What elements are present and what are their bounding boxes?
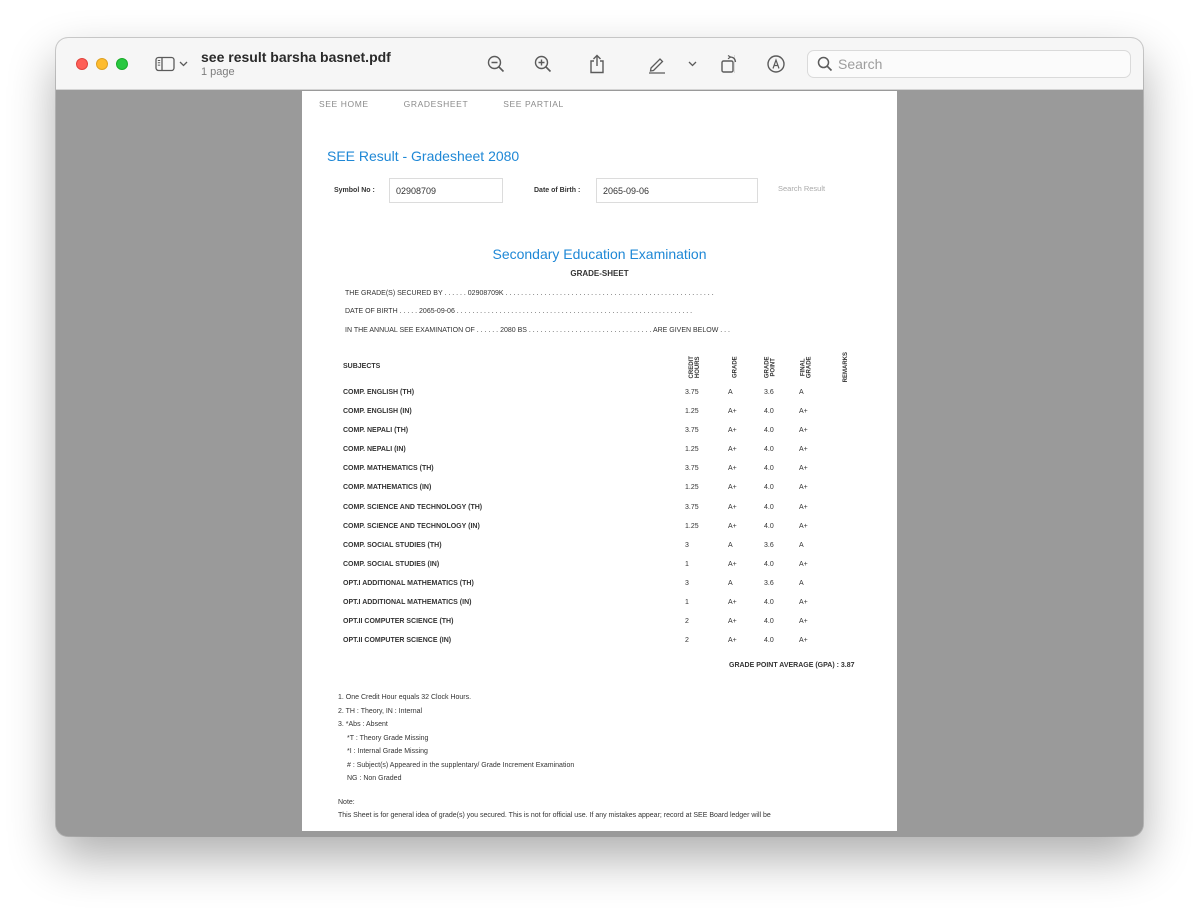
subject-cell: COMP. MATHEMATICS (IN) (343, 484, 432, 492)
zoom-out-icon[interactable] (485, 52, 507, 76)
document-viewport[interactable] (56, 91, 1143, 836)
search-input[interactable] (838, 55, 1118, 73)
subject-cell: COMP. SOCIAL STUDIES (IN) (343, 560, 440, 568)
subject-cell: COMP. ENGLISH (TH) (343, 389, 415, 396)
table-row (343, 557, 863, 576)
note-item: # : Subject(s) Appeared in the supplentary/ Grade Increment Examination (347, 761, 575, 769)
symbol-field[interactable]: 02908709 (389, 178, 503, 203)
grades-table (343, 349, 863, 652)
note-item: 3. *Abs : Absent (338, 721, 388, 728)
secured-by-line: THE GRADE(S) SECURED BY . . . . . . 02908709K . . . . . . . . . . . . . . . . . . . . . . . . . . . . . . . . . . . . . . . . . . . . . . . . . . . . . . (345, 290, 714, 297)
table-row (343, 576, 863, 595)
nav-gradesheet[interactable]: GRADESHEET (403, 99, 469, 109)
preview-window (56, 38, 1143, 836)
table-row (343, 423, 863, 442)
subject-cell: OPT.I ADDITIONAL MATHEMATICS (IN) (343, 599, 472, 607)
grade-point-cell: 4.0 (764, 446, 774, 454)
table-header (343, 349, 863, 385)
sidebar-toggle-icon[interactable] (154, 52, 176, 76)
grade-cell: A+ (728, 503, 737, 511)
grade-point-cell: 4.0 (764, 408, 774, 416)
credit-cell: 3 (685, 541, 689, 549)
final-grade-cell: A+ (799, 599, 808, 607)
table-row (343, 500, 863, 519)
grade-cell: A (728, 541, 733, 549)
grade-point-cell: 4.0 (764, 465, 774, 473)
final-grade-cell: A+ (799, 446, 808, 454)
final-grade-cell: A (799, 579, 804, 587)
page-heading: SEE Result - Gradesheet 2080 (327, 148, 520, 164)
subject-cell: COMP. ENGLISH (IN) (343, 408, 412, 416)
share-icon[interactable] (586, 52, 608, 76)
nav-see-home[interactable]: SEE HOME (319, 99, 369, 109)
subject-cell: COMP. SOCIAL STUDIES (TH) (343, 541, 442, 549)
grade-cell: A (728, 389, 733, 396)
grade-cell: A+ (728, 465, 737, 473)
final-grade-cell: A (799, 389, 804, 396)
header-subjects: SUBJECTS (343, 363, 381, 370)
subject-cell: COMP. NEPALI (IN) (343, 446, 406, 454)
grade-cell: A+ (728, 618, 737, 626)
subject-cell: COMP. SCIENCE AND TECHNOLOGY (TH) (343, 503, 483, 511)
sheet-title: Secondary Education Examination (492, 246, 707, 262)
table-row (343, 614, 863, 633)
grade-point-cell: 4.0 (764, 484, 774, 492)
table-row (343, 480, 863, 499)
credit-cell: 1.25 (685, 484, 699, 492)
grade-point-cell: 4.0 (764, 522, 774, 530)
search-result-button[interactable]: Search Result (778, 184, 826, 193)
note-item: 1. One Credit Hour equals 32 Clock Hours. (338, 694, 472, 701)
sheet-subtitle: GRADE-SHEET (570, 269, 629, 278)
minimize-window-button[interactable] (96, 58, 108, 70)
subject-cell: COMP. MATHEMATICS (TH) (343, 465, 434, 473)
markup-pen-icon[interactable] (646, 52, 668, 76)
zoom-in-icon[interactable] (532, 52, 554, 76)
document-title: see result barsha basnet.pdf (201, 49, 391, 65)
nav-see-partial[interactable]: SEE PARTIAL (503, 99, 564, 109)
note-heading: Note: (338, 799, 355, 806)
credit-cell: 3.75 (685, 465, 699, 473)
search-box[interactable] (807, 50, 1131, 78)
close-window-button[interactable] (76, 58, 88, 70)
final-grade-cell: A+ (799, 618, 808, 626)
credit-cell: 2 (685, 637, 689, 645)
grade-cell: A+ (728, 446, 737, 454)
final-grade-cell: A+ (799, 522, 808, 530)
header-grade-point: GRADE POINT (764, 356, 778, 378)
title-bar (56, 38, 1143, 90)
grade-point-cell: 4.0 (764, 503, 774, 511)
chevron-down-icon[interactable] (177, 52, 189, 76)
dob-label: Date of Birth : (534, 187, 581, 194)
note-item: 2. TH : Theory, IN : Internal (338, 707, 423, 715)
grade-cell: A+ (728, 637, 737, 645)
credit-cell: 1 (685, 560, 689, 568)
subject-cell: COMP. NEPALI (TH) (343, 427, 409, 435)
table-row (343, 404, 863, 423)
header-final-grade: FINAL GRADE (800, 356, 813, 378)
final-grade-cell: A+ (799, 465, 808, 473)
grade-cell: A+ (728, 560, 737, 568)
pdf-page (302, 91, 897, 831)
header-remarks: REMARKS (842, 351, 849, 383)
note-item: *I : Internal Grade Missing (347, 748, 428, 755)
credit-cell: 3.75 (685, 389, 699, 396)
grade-point-cell: 4.0 (764, 637, 774, 645)
grade-point-cell: 4.0 (764, 599, 774, 607)
header-grade: GRADE (732, 356, 739, 378)
site-nav (319, 99, 564, 109)
document-page-count: 1 page (201, 66, 235, 78)
fullscreen-window-button[interactable] (116, 58, 128, 70)
credit-cell: 1.25 (685, 446, 699, 454)
table-row (343, 633, 863, 652)
table-row (343, 538, 863, 557)
gpa-summary: GRADE POINT AVERAGE (GPA) : 3.87 (729, 662, 855, 669)
table-row (343, 595, 863, 614)
symbol-label: Symbol No : (334, 187, 375, 194)
subject-cell: OPT.II COMPUTER SCIENCE (IN) (343, 637, 452, 645)
final-grade-cell: A+ (799, 503, 808, 511)
grade-point-cell: 3.6 (764, 579, 774, 587)
table-row (343, 442, 863, 461)
credit-cell: 1.25 (685, 522, 699, 530)
note-item: *T : Theory Grade Missing (347, 734, 429, 742)
grade-point-cell: 3.6 (764, 389, 774, 396)
subject-cell: COMP. SCIENCE AND TECHNOLOGY (IN) (343, 522, 480, 530)
grade-cell: A+ (728, 484, 737, 492)
table-row (343, 385, 863, 404)
grade-cell: A+ (728, 522, 737, 530)
annotate-icon[interactable] (765, 52, 787, 76)
rotate-icon[interactable] (718, 52, 740, 76)
final-grade-cell: A+ (799, 484, 808, 492)
final-grade-cell: A+ (799, 408, 808, 416)
grade-cell: A+ (728, 408, 737, 416)
final-grade-cell: A+ (799, 560, 808, 568)
header-credit-hours: CREDIT HOURS (688, 355, 701, 379)
dob-line: DATE OF BIRTH . . . . . 2065-09-06 . . . . . . . . . . . . . . . . . . . . . . . . . . . . . . . . . . . . . . . . . . . . . . . . . . . . . . . . . . . . . (345, 308, 693, 315)
credit-cell: 3.75 (685, 427, 699, 435)
note-item: NG : Non Graded (347, 775, 402, 782)
table-row (343, 461, 863, 480)
grade-point-cell: 4.0 (764, 427, 774, 435)
grade-cell: A (728, 579, 733, 587)
grade-point-cell: 4.0 (764, 560, 774, 568)
grade-cell: A+ (728, 599, 737, 607)
final-grade-cell: A+ (799, 427, 808, 435)
dob-field[interactable]: 2065-09-06 (596, 178, 758, 203)
note-text: This Sheet is for general idea of grade(s) you secured. This is not for official use. If any mistakes appear; record at SEE Board ledger will be (338, 812, 771, 819)
credit-cell: 3 (685, 579, 689, 587)
final-grade-cell: A+ (799, 637, 808, 645)
grade-point-cell: 3.6 (764, 541, 774, 549)
table-row (343, 519, 863, 538)
credit-cell: 1 (685, 599, 689, 607)
notes-list (338, 691, 574, 786)
subject-cell: OPT.I ADDITIONAL MATHEMATICS (TH) (343, 579, 474, 587)
credit-cell: 3.75 (685, 503, 699, 511)
final-grade-cell: A (799, 541, 804, 549)
grade-cell: A+ (728, 427, 737, 435)
exam-line: IN THE ANNUAL SEE EXAMINATION OF . . . . . . 2080 BS . . . . . . . . . . . . . . . . . . . . . . . . . . . . . . . . ARE GIVEN BELOW . . . (345, 327, 730, 334)
chevron-down-icon[interactable] (686, 52, 698, 76)
subject-cell: OPT.II COMPUTER SCIENCE (TH) (343, 618, 454, 626)
credit-cell: 2 (685, 618, 689, 626)
credit-cell: 1.25 (685, 408, 699, 416)
grade-point-cell: 4.0 (764, 618, 774, 626)
search-icon (817, 56, 833, 77)
